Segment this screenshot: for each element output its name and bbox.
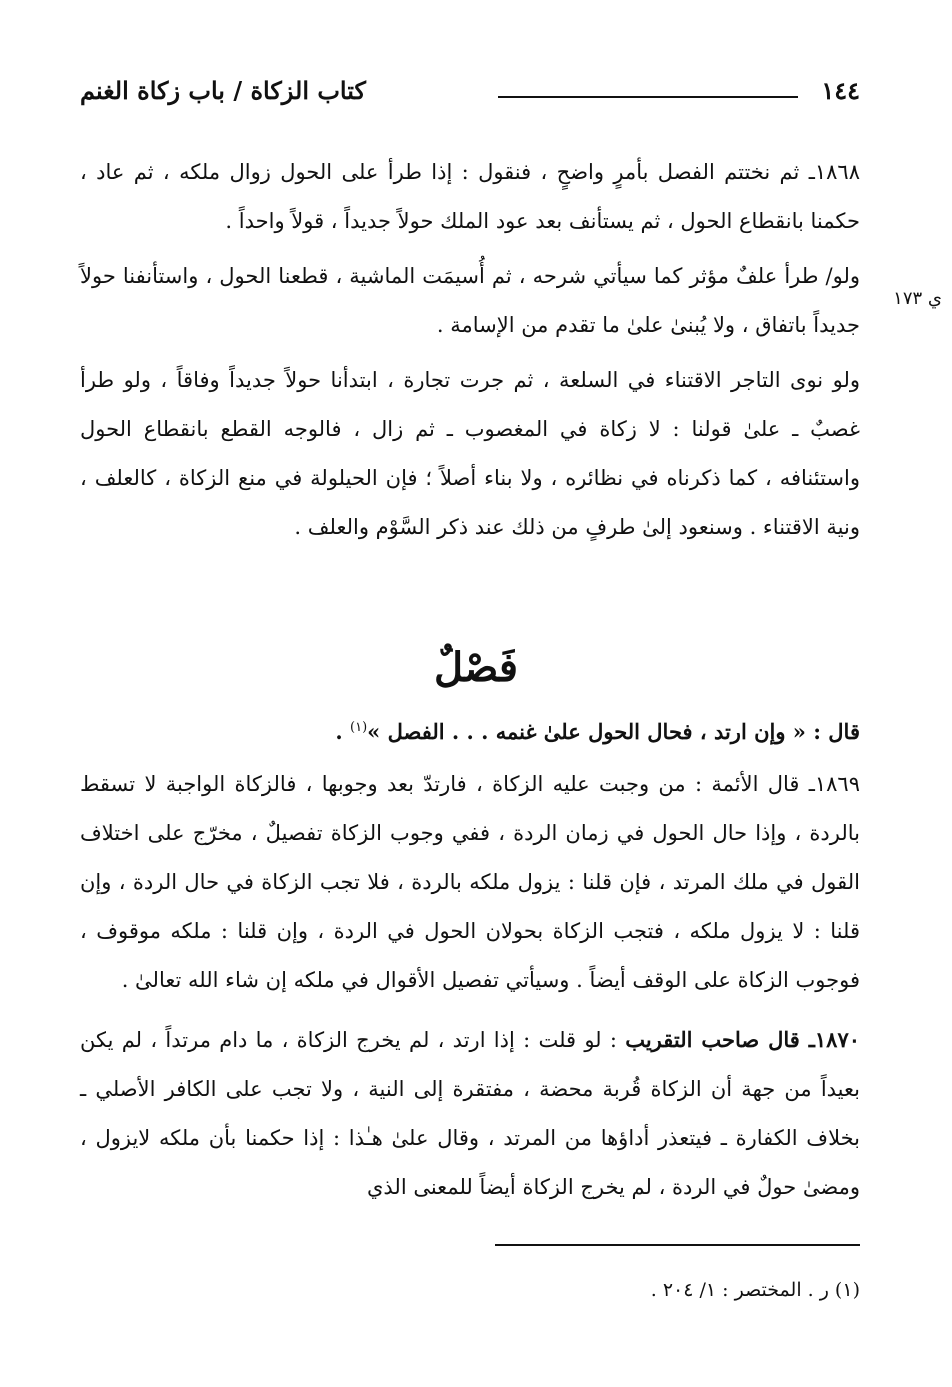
footnote: (١) ر . المختصر : ١/ ٢٠٤ . [650,1279,860,1301]
footnote-separator [495,1244,860,1246]
paragraph-1870-lead: ١٨٧٠ـ قال صاحب التقريب [625,1027,861,1052]
paragraph-1870-body: : لو قلت : إذا ارتد ، لم يخرج الزكاة ، ما دام مرتداً ، لم يكن بعيداً من جهة أن الزكاة قُربة محضة ، مفتقرة إلى النية ، ولا تجب على الكافر الأصلي ـ بخلاف الكفارة ـ فيتعذر أداؤها من المرتد ، وقال علىٰ هـٰذا : إذا حكمنا بأن ملكه لايزول ، ومضىٰ حولٌ في الردة ، لم يخرج الزكاة أيضاً للمعنى الذي [80,1028,860,1199]
paragraph-1868: ١٨٦٨ـ ثم نختتم الفصل بأمرٍ واضحٍ ، فنقول : إذا طرأ على الحول زوال ملكه ، ثم عاد ، حكمنا بانقطاع الحول ، ثم يستأنف بعد عود الملك حولاً جديداً ، قولاً واحداً . [80,160,860,233]
paragraph-group-2 [80,760,860,1212]
quoted-text-line [80,706,860,754]
section-heading: فَصْلٌ [433,644,519,691]
quote-end: . [335,719,351,744]
margin-reference: ي ١٧٣ [893,288,942,309]
quote-text: قال : « وإن ارتد ، فحال الحول علىٰ غنمه . . . الفصل » [367,719,860,744]
page-header [80,76,860,116]
paragraph-group-1 [80,148,860,552]
paragraph-1870 [80,1015,860,1212]
footnote-marker[interactable]: (١) [350,720,368,735]
running-title: كتاب الزكاة / باب زكاة الغنم [80,76,366,105]
header-rule [498,96,798,98]
paragraph-1869: ١٨٦٩ـ قال الأئمة : من وجبت عليه الزكاة ، فارتدّ بعد وجوبها ، فالزكاة الواجبة لا تسقط بالردة ، وإذا حال الحول في زمان الردة ، ففي وجوب الزكاة تفصيلٌ ، مخرّج على اختلاف القول في ملك المرتد ، فإن قلنا : يزول ملكه بالردة ، فلا تجب الزكاة في حال الردة ، وإن قلنا : لا يزول ملكه ، فتجب الزكاة بحولان الحول في الردة ، وإن قلنا : ملكه موقوف ، فوجوب الزكاة على الوقف أيضاً . وسيأتي تفصيل الأقوال في ملكه إن شاء الله تعالىٰ . [80,772,860,992]
page-number: ١٤٤ [821,76,860,105]
paragraph-fodder: ولو/ طرأ علفٌ مؤثر كما سيأتي شرحه ، ثم أُسيمَت الماشية ، قطعنا الحول ، واستأنفنا حولاً جديداً باتفاق ، ولا يُبنىٰ علىٰ ما تقدم من الإسامة . [80,264,860,337]
paragraph-trade: ولو نوى التاجر الاقتناء في السلعة ، ثم جرت تجارة ، ابتدأنا حولاً جديداً وفاقاً ، ولو طرأ غصبٌ ـ علىٰ قولنا : لا زكاة في المغصوب ـ ثم زال ، فالوجه القطع بانقطاع الحول واستئنافه ، كما ذكرناه في نظائره ، ولا بناء أصلاً ؛ فإن الحيلولة في منع الزكاة ، كالعلف ، ونية الاقتناء . وسنعود إلىٰ طرفٍ من ذلك عند ذكر السَّوْم والعلف . [80,368,860,539]
